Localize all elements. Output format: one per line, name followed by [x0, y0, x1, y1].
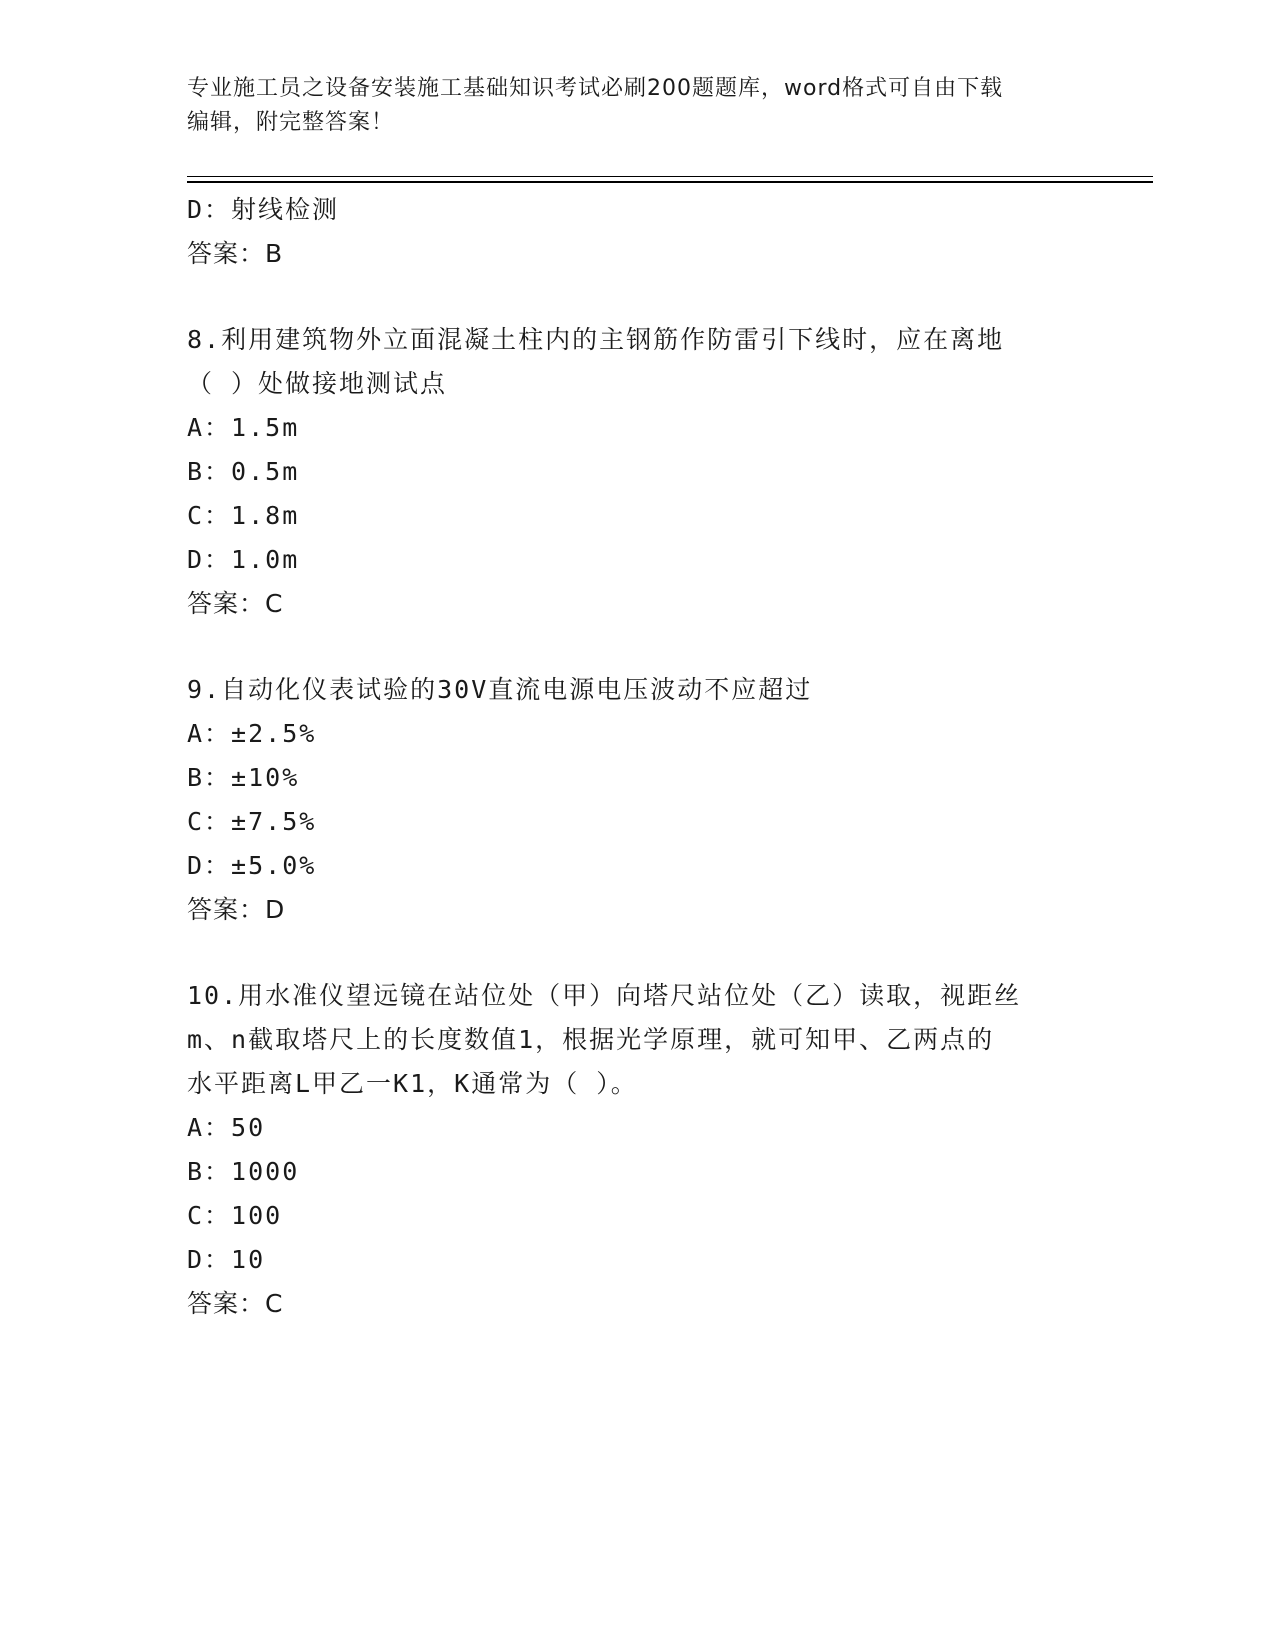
q10-stem-line-2: m、n截取塔尺上的长度数值1，根据光学原理，就可知甲、乙两点的 — [187, 1025, 995, 1054]
q10-stem-line-1: 10.用水准仪望远镜在站位处（甲）向塔尺站位处（乙）读取，视距丝 — [187, 981, 1022, 1010]
header-title-line-1: 专业施工员之设备安装施工基础知识考试必刷200题题库，word格式可自由下载 — [187, 76, 1004, 101]
q8-answer: 答案：C — [187, 589, 284, 618]
q8-option-c: C：1.8m — [187, 501, 300, 530]
q9-option-d: D：±5.0% — [187, 851, 317, 880]
header-divider-thick — [187, 181, 1153, 183]
document-header — [187, 72, 1087, 140]
q8-stem-line-1: 8.利用建筑物外立面混凝土柱内的主钢筋作防雷引下线时，应在离地 — [187, 325, 1005, 354]
q8-option-a: A：1.5m — [187, 413, 300, 442]
q8-option-b: B：0.5m — [187, 457, 300, 486]
q10-option-b: B：1000 — [187, 1157, 300, 1186]
header-divider-thin — [187, 176, 1153, 177]
q10-answer: 答案：C — [187, 1289, 284, 1318]
q10-stem-line-3: 水平距离L甲乙一K1，K通常为（ ）。 — [187, 1069, 638, 1098]
q10-option-d: D：10 — [187, 1245, 266, 1274]
q10-option-a: A：50 — [187, 1113, 266, 1142]
q8-option-d: D：1.0m — [187, 545, 300, 574]
header-title-line-2: 编辑，附完整答案！ — [187, 110, 395, 135]
q9-option-b: B：±10% — [187, 763, 300, 792]
q9-answer: 答案：D — [187, 895, 286, 924]
q7-option-d: D：射线检测 — [187, 195, 340, 224]
q7-answer: 答案：B — [187, 239, 284, 268]
q10-option-c: C：100 — [187, 1201, 283, 1230]
q9-option-a: A：±2.5% — [187, 719, 317, 748]
q9-option-c: C：±7.5% — [187, 807, 317, 836]
q8-stem-line-2: （ ）处做接地测试点 — [187, 369, 448, 398]
q9-stem-line-1: 9.自动化仪表试验的30V直流电源电压波动不应超过 — [187, 675, 813, 704]
